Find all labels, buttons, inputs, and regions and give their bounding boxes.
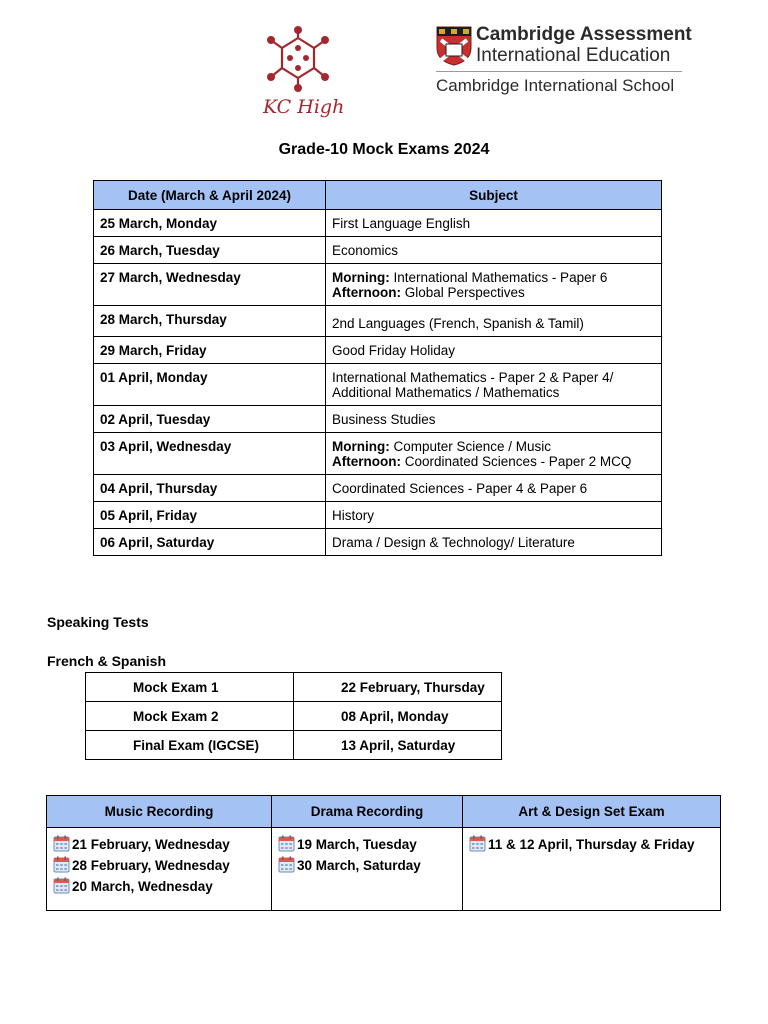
subject-text: Computer Science / Music [389,439,552,454]
exam-subject [326,475,662,502]
exam-subject [326,364,662,406]
table-row [94,306,662,337]
table-row [86,673,502,702]
recordings-table [46,795,721,911]
speaking-exam-date: 13 April, Saturday [294,731,502,760]
table-row [94,433,662,475]
kc-high-logo [258,26,345,126]
table-row [94,406,662,433]
kc-high-emblem-icon [258,26,338,98]
recording-date-item [278,855,458,876]
table-row [94,364,662,406]
recording-date-text: 21 February, Wednesday [72,837,230,852]
exam-date: 02 April, Tuesday [94,406,326,433]
exam-date: 05 April, Friday [94,502,326,529]
recording-date-text: 28 February, Wednesday [72,858,230,873]
recording-date-text: 11 & 12 April, Thursday & Friday [488,837,695,852]
table-row [86,731,502,760]
recording-date-text: 19 March, Tuesday [297,837,417,852]
subject-text: History [332,508,375,523]
subject-text: Good Friday Holiday [332,343,456,358]
art-exam-dates [463,828,721,911]
exam-subject [326,210,662,237]
table-row [94,502,662,529]
exam-date: 28 March, Thursday [94,306,326,337]
column-header-art: Art & Design Set Exam [463,796,721,828]
exam-date: 25 March, Monday [94,210,326,237]
recording-date-item [469,834,716,855]
exam-subject [326,337,662,364]
recording-date-item [278,834,458,855]
calendar-icon [53,835,70,852]
cambridge-logo [436,24,696,104]
cambridge-shield-icon [436,26,472,66]
subject-text: 2nd Languages (French, Spanish & Tamil) [332,316,584,331]
page-title: Grade-10 Mock Exams 2024 [278,141,490,158]
board-name-line3: Cambridge International School [436,76,675,95]
exam-subject [326,264,662,306]
speaking-exam-date: 08 April, Monday [294,702,502,731]
speaking-exam-date: 22 February, Thursday [294,673,502,702]
exam-schedule-body [94,210,662,556]
speaking-tests-table [85,672,502,760]
exam-subject [326,502,662,529]
school-logo-text: KC High [263,96,345,118]
column-header-subject: Subject [326,181,662,210]
exam-schedule-table [93,180,662,556]
table-row [94,264,662,306]
subject-text: First Language English [332,216,471,231]
exam-date: 04 April, Thursday [94,475,326,502]
speaking-exam-name: Mock Exam 2 [86,702,294,731]
calendar-icon [53,877,70,894]
exam-date: 06 April, Saturday [94,529,326,556]
subject-text: Economics [332,243,399,258]
calendar-icon [278,835,295,852]
exam-date: 03 April, Wednesday [94,433,326,475]
exam-subject [326,306,662,337]
session-label: Afternoon: [332,285,401,300]
session-label: Morning: [332,439,390,454]
column-header-drama: Drama Recording [272,796,463,828]
subject-text: Business Studies [332,412,436,427]
calendar-icon [469,835,486,852]
recording-date-text: 30 March, Saturday [297,858,421,873]
subject-text: Coordinated Sciences - Paper 4 & Paper 6 [332,481,588,496]
exam-subject [326,237,662,264]
subject-text: International Mathematics - Paper 2 & Paper 4/ [332,370,614,385]
subject-text: Additional Mathematics / Mathematics [332,385,560,400]
subject-text: Global Perspectives [400,285,525,300]
column-header-music: Music Recording [47,796,272,828]
speaking-exam-name: Mock Exam 1 [86,673,294,702]
drama-recording-dates [272,828,463,911]
board-name-line1: Cambridge Assessment [476,24,692,45]
logo-divider [436,71,682,72]
column-header-date: Date (March & April 2024) [94,181,326,210]
session-label: Morning: [332,270,390,285]
speaking-tests-heading: Speaking Tests [47,614,149,630]
exam-date: 01 April, Monday [94,364,326,406]
recording-date-item [53,876,267,897]
table-row [86,702,502,731]
calendar-icon [53,856,70,873]
exam-date: 29 March, Friday [94,337,326,364]
exam-date: 27 March, Wednesday [94,264,326,306]
table-header-row [94,181,662,210]
subject-text: Drama / Design & Technology/ Literature [332,535,575,550]
table-row [94,210,662,237]
table-row [94,529,662,556]
speaking-exam-name: Final Exam (IGCSE) [86,731,294,760]
subject-text: Coordinated Sciences - Paper 2 MCQ [400,454,632,469]
session-label: Afternoon: [332,454,401,469]
calendar-icon [278,856,295,873]
music-recording-dates [47,828,272,911]
exam-date: 26 March, Tuesday [94,237,326,264]
exam-subject [326,406,662,433]
french-spanish-heading: French & Spanish [47,653,167,669]
exam-subject [326,433,662,475]
table-row [94,237,662,264]
board-name-line2: International Education [476,45,671,66]
table-row [94,337,662,364]
exam-subject [326,529,662,556]
table-row [47,828,721,911]
recording-date-item [53,834,267,855]
recording-date-text: 20 March, Wednesday [72,879,213,894]
table-header-row [47,796,721,828]
table-row [94,475,662,502]
recording-date-item [53,855,267,876]
subject-text: International Mathematics - Paper 6 [389,270,608,285]
